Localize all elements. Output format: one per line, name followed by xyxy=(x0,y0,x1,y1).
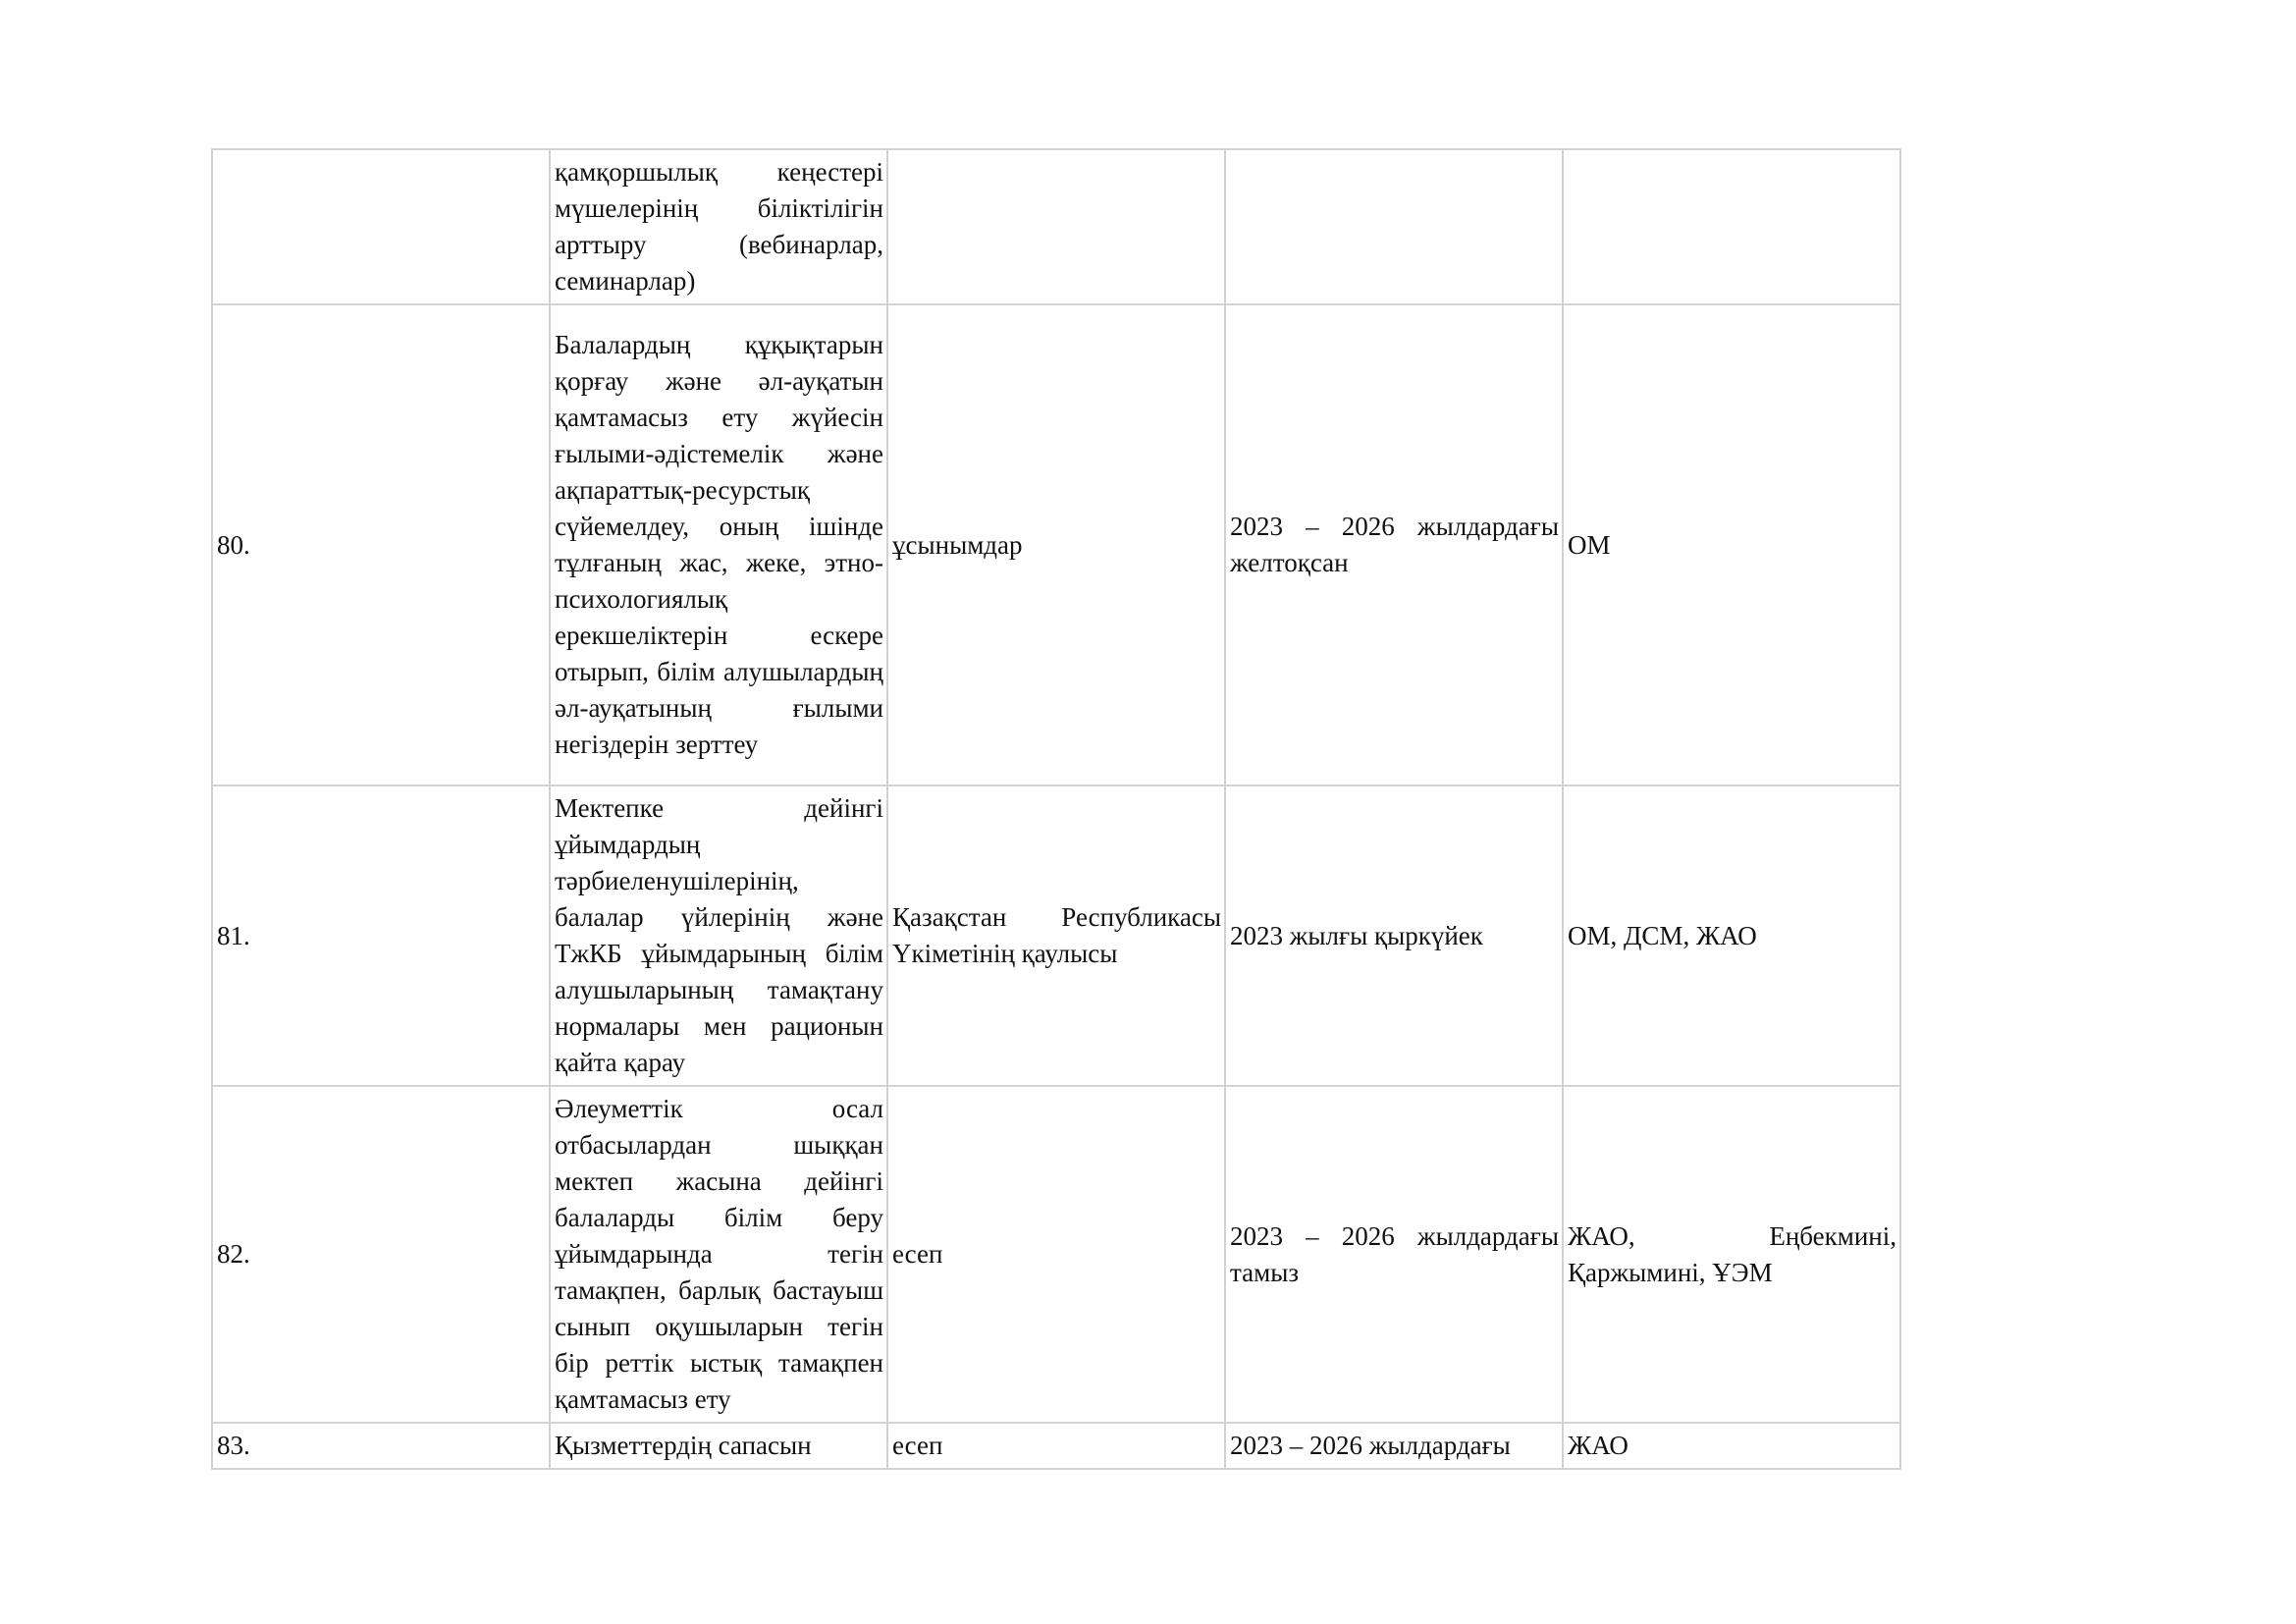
completion-form-cell: ұсынымдар xyxy=(887,304,1225,785)
responsible-cell: ОМ xyxy=(1563,304,1900,785)
row-number-cell: 81. xyxy=(212,785,550,1086)
deadline-cell: 2023 – 2026 жылдардағы xyxy=(1225,1423,1563,1469)
completion-form-cell: есеп xyxy=(887,1086,1225,1423)
responsible-cell: ЖАО, Еңбекмині, Қаржымині, ҰЭМ xyxy=(1563,1086,1900,1423)
row-number-cell: 83. xyxy=(212,1423,550,1469)
event-cell: қамқоршылық кеңестері мүшелерінің біліктілігін арттыру (вебинарлар, семинарлар) xyxy=(550,149,887,304)
event-cell: Қызметтердің сапасын xyxy=(550,1423,887,1469)
deadline-cell: 2023 жылғы қыркүйек xyxy=(1225,785,1563,1086)
completion-form-cell: Қазақстан Республикасы Үкіметінің қаулысы xyxy=(887,785,1225,1086)
event-cell: Мектепке дейінгі ұйымдардың тәрбиеленушілерінің, балалар үйлерінің және ТжКБ ұйымдарының білім алушыларының тамақтану нормалары мен рационын қайта қарау xyxy=(550,785,887,1086)
completion-form-cell xyxy=(887,149,1225,304)
responsible-cell: ОМ, ДСМ, ЖАО xyxy=(1563,785,1900,1086)
table-row xyxy=(212,304,1900,785)
row-number-cell: 80. xyxy=(212,304,550,785)
table-row xyxy=(212,149,1900,304)
table-row xyxy=(212,785,1900,1086)
row-number-cell: 82. xyxy=(212,1086,550,1423)
completion-form-cell: есеп xyxy=(887,1423,1225,1469)
responsible-cell: ЖАО xyxy=(1563,1423,1900,1469)
deadline-cell: 2023 – 2026 жылдардағы желтоқсан xyxy=(1225,304,1563,785)
event-cell: Балалардың құқықтарын қорғау және әл-ауқатын қамтамасыз ету жүйесін ғылыми-әдістемелік және ақпараттық-ресурстық сүйемелдеу, оның ішінде тұлғаның жас, жеке, этно-психологиялық ерекшеліктерін ескере отырып, білім алушылардың әл-ауқатының ғылыми негіздерін зерттеу xyxy=(550,304,887,785)
deadline-cell xyxy=(1225,149,1563,304)
table-row xyxy=(212,1086,1900,1423)
table-row xyxy=(212,1423,1900,1469)
responsible-cell xyxy=(1563,149,1900,304)
event-cell: Әлеуметтік осал отбасылардан шыққан мектеп жасына дейінгі балаларды білім беру ұйымдарында тегін тамақпен, барлық бастауыш сынып оқушыларын тегін бір реттік ыстық тамақпен қамтамасыз ету xyxy=(550,1086,887,1423)
action-plan-table xyxy=(211,148,1901,1470)
row-number-cell xyxy=(212,149,550,304)
deadline-cell: 2023 – 2026 жылдардағы тамыз xyxy=(1225,1086,1563,1423)
